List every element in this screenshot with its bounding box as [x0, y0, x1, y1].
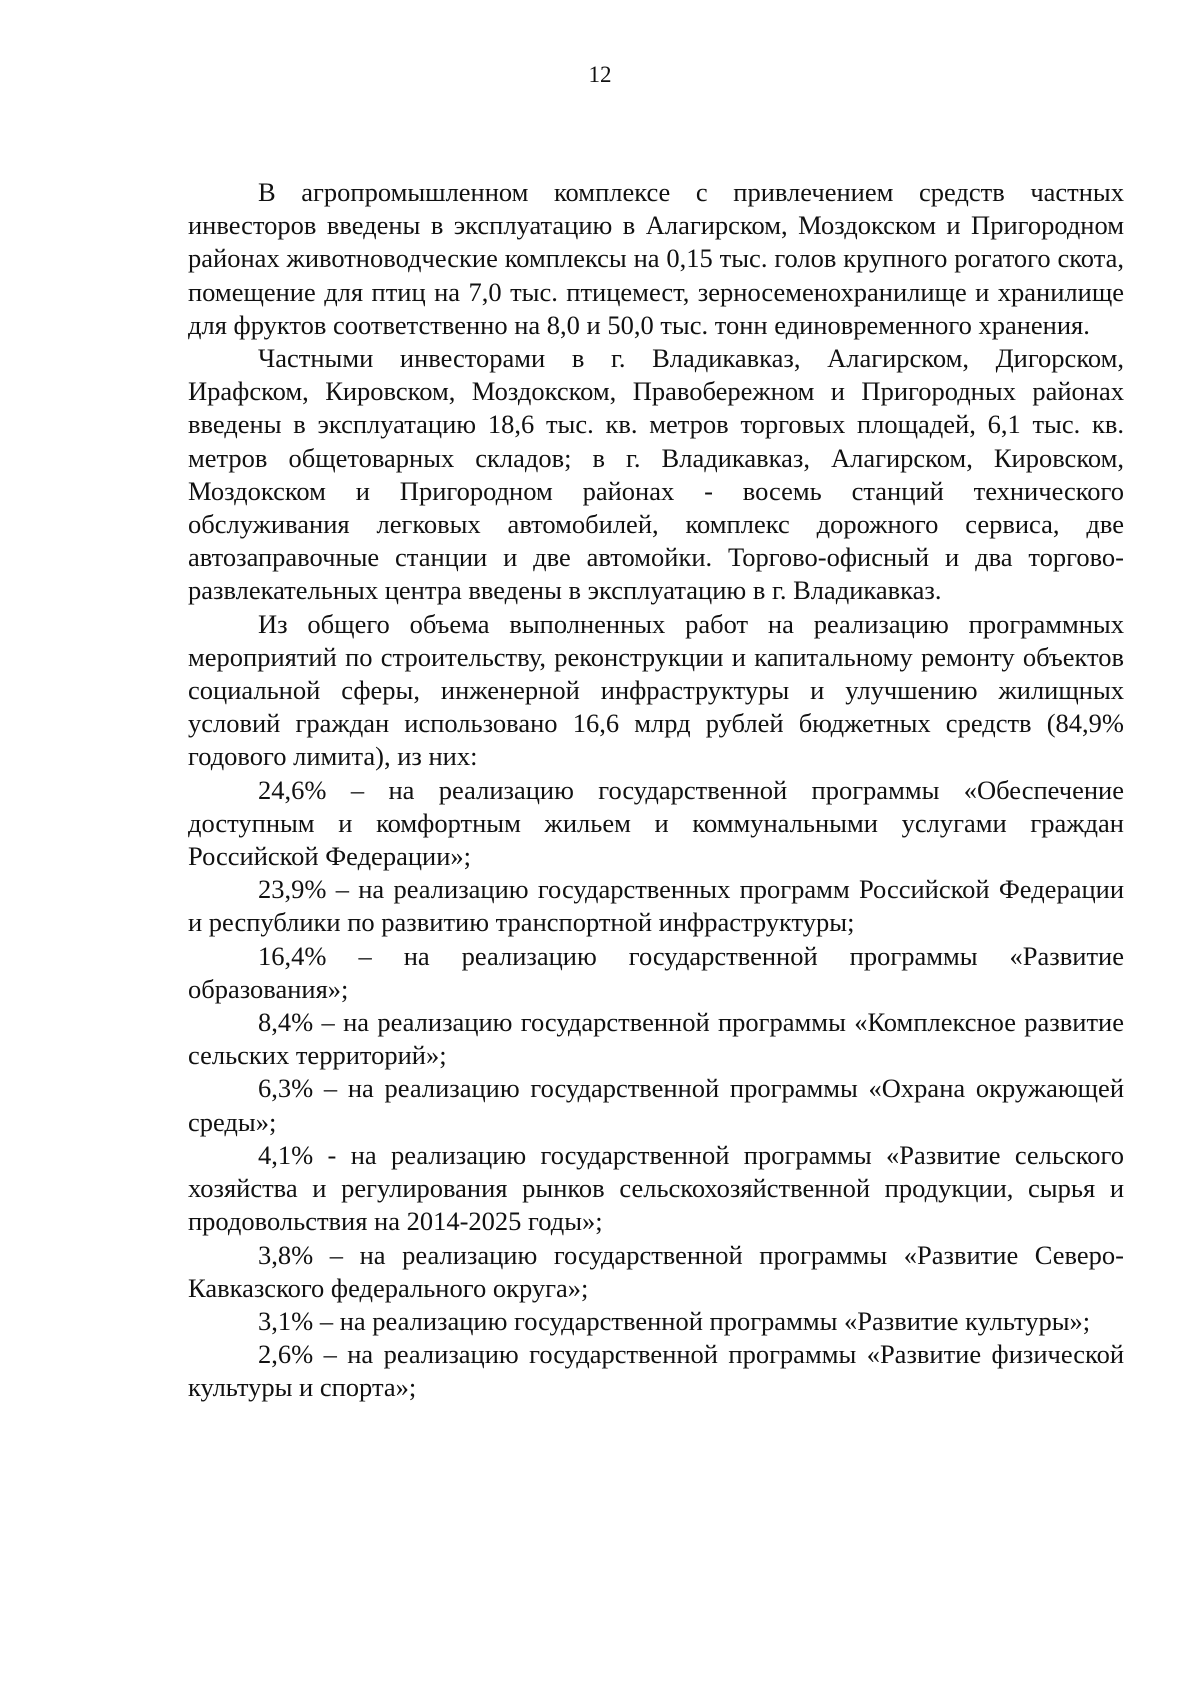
list-item-transport-programs: 23,9% – на реализацию государственных программ Российской Федерации и республики по развитию транспортной инфраструктуры;	[188, 874, 1124, 938]
document-body	[188, 176, 1124, 1405]
list-item-environment-program: 6,3% – на реализацию государственной программы «Охрана окружающей среды»;	[188, 1073, 1124, 1137]
list-item-sport-program: 2,6% – на реализацию государственной программы «Развитие физической культуры и спорта»;	[188, 1339, 1124, 1403]
list-item-education-program: 16,4% – на реализацию государственной программы «Развитие образования»;	[188, 940, 1124, 1004]
list-item-culture-program: 3,1% – на реализацию государственной программы «Развитие культуры»;	[258, 1305, 1091, 1336]
paragraph-agro-complex: В агропромышленном комплексе с привлечением средств частных инвесторов введены в эксплуатацию в Алагирском, Моздокском и Пригородном районах животноводческие комплексы на 0,15 тыс. голов крупного рогатого скота, помещение для птиц на 7,0 тыс. птицемест, зерносеменохранилище и хранилище для фруктов соответственно на 8,0 и 50,0 тыс. тонн единовременного хранения.	[188, 177, 1124, 340]
list-item-rural-development-program: 8,4% – на реализацию государственной программы «Комплексное развитие сельских территорий»;	[188, 1007, 1124, 1071]
list-item-housing-program: 24,6% – на реализацию государственной программы «Обеспечение доступным и комфортным жильем и коммунальными услугами граждан Российской Федерации»;	[188, 774, 1124, 872]
paragraph-private-investors: Частными инвесторами в г. Владикавказ, Алагирском, Дигорском, Ирафском, Кировском, Моздокском, Правобережном и Пригородных районах введены в эксплуатацию 18,6 тыс. кв. метров торговых площадей, 6,1 тыс. кв. метров общетоварных складов; в г. Владикавказ, Алагирском, Кировском, Моздокском и Пригородном районах - восемь станций технического обслуживания легковых автомобилей, комплекс дорожного сервиса, две автозаправочные станции и две автомойки. Торгово-офисный и два торгово-развлекательных центра введены в эксплуатацию в г. Владикавказ.	[188, 343, 1124, 606]
list-item-north-caucasus-program: 3,8% – на реализацию государственной программы «Развитие Северо-Кавказского федерального округа»;	[188, 1239, 1124, 1303]
page-number: 12	[588, 62, 612, 87]
list-item-agriculture-program: 4,1% - на реализацию государственной программы «Развитие сельского хозяйства и регулирования рынков сельскохозяйственной продукции, сырья и продовольствия на 2014-2025 годы»;	[188, 1139, 1124, 1237]
paragraph-budget-spending: Из общего объема выполненных работ на реализацию программных мероприятий по строительству, реконструкции и капитальному ремонту объектов социальной сферы, инженерной инфраструктуры и улучшению жилищных условий граждан использовано 16,6 млрд рублей бюджетных средств (84,9% годового лимита), из них:	[188, 608, 1124, 772]
